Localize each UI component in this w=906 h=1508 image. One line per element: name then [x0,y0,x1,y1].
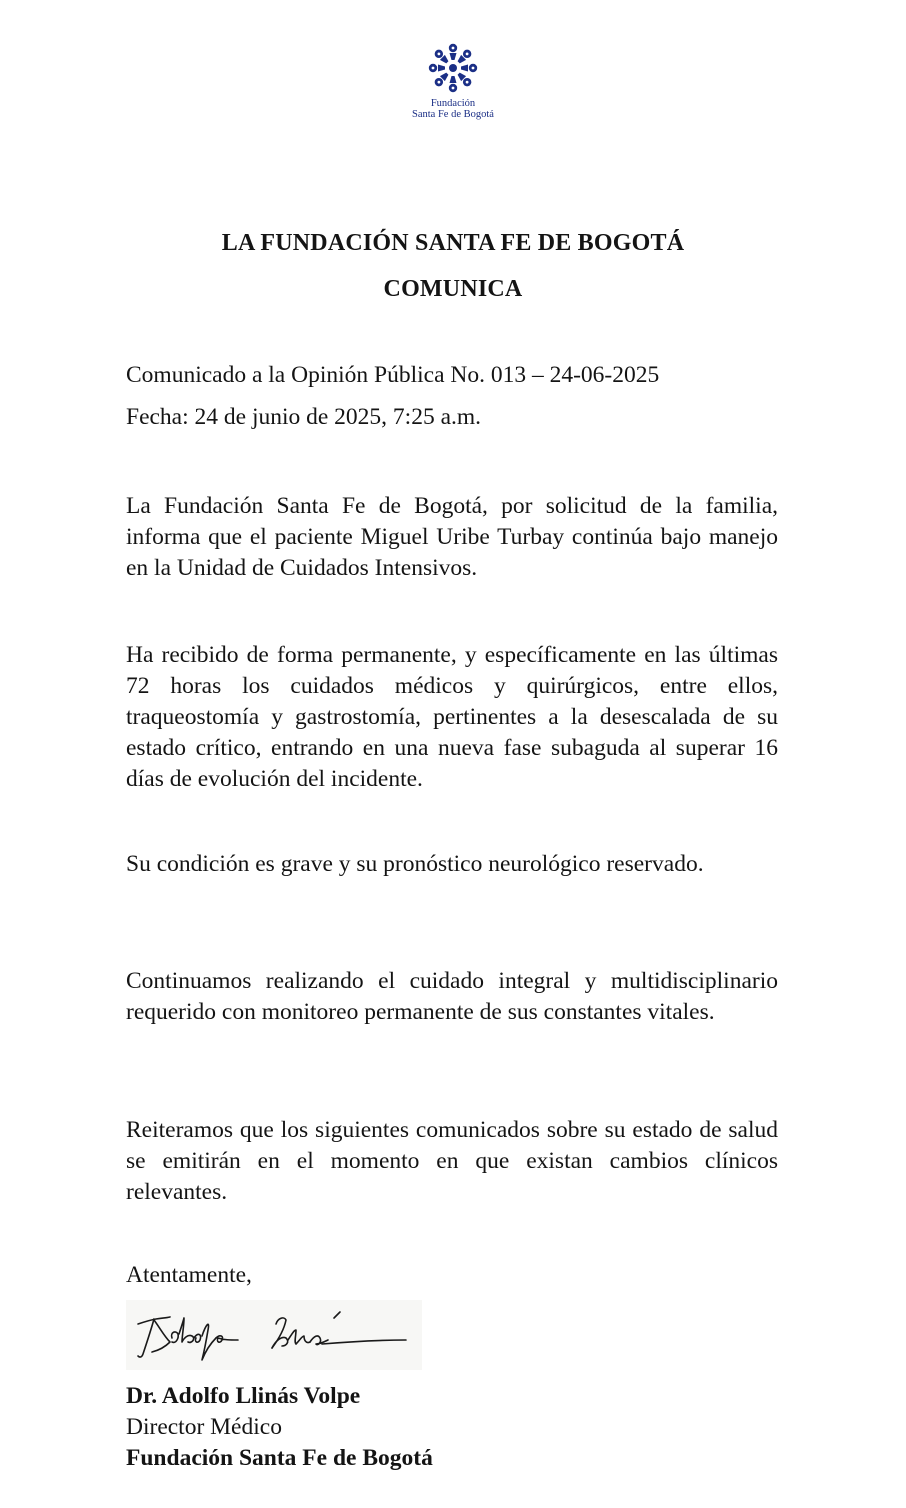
page-title: LA FUNDACIÓN SANTA FE DE BOGOTÁ [221,230,685,256]
paragraph-5: Reiteramos que los siguientes comunicados sobre su estado de salud se emitirán en el momento en que existan cambios clínicos relevantes. [126,1117,778,1205]
communique-date: Fecha: 24 de junio de 2025, 7:25 a.m. [126,404,482,430]
signer-title: Director Médico [126,1414,282,1440]
logo-line-2: Santa Fe de Bogotá [412,109,494,120]
logo-line-1: Fundación [430,98,476,109]
page-subtitle: COMUNICA [383,276,523,302]
signature [126,1300,422,1370]
foundation-logo [390,40,516,120]
foundation-emblem-icon [425,40,481,96]
paragraph-1: La Fundación Santa Fe de Bogotá, por solicitud de la familia, informa que el paciente Miguel Uribe Turbay continúa bajo manejo en la Unidad de Cuidados Intensivos. [126,493,778,581]
communique-number: Comunicado a la Opinión Pública No. 013 – 24-06-2025 [126,362,660,388]
paragraph-2: Ha recibido de forma permanente, y específicamente en las últimas 72 horas los cuidados médicos y quirúrgicos, entre ellos, traqueostomía y gastrostomía, pertinentes a la desescalada de su estado crítico, entrando en una nueva fase subaguda al superar 16 días de evolución del incidente. [126,642,778,792]
paragraph-4: Continuamos realizando el cuidado integral y multidisciplinario requerido con monitoreo permanente de sus constantes vitales. [126,968,778,1025]
salutation: Atentamente, [126,1262,252,1288]
paragraph-3: Su condición es grave y su pronóstico neurológico reservado. [126,851,704,877]
signer-name: Dr. Adolfo Llinás Volpe [126,1383,361,1409]
signature-icon [126,1300,422,1370]
signer-organization: Fundación Santa Fe de Bogotá [126,1445,433,1471]
